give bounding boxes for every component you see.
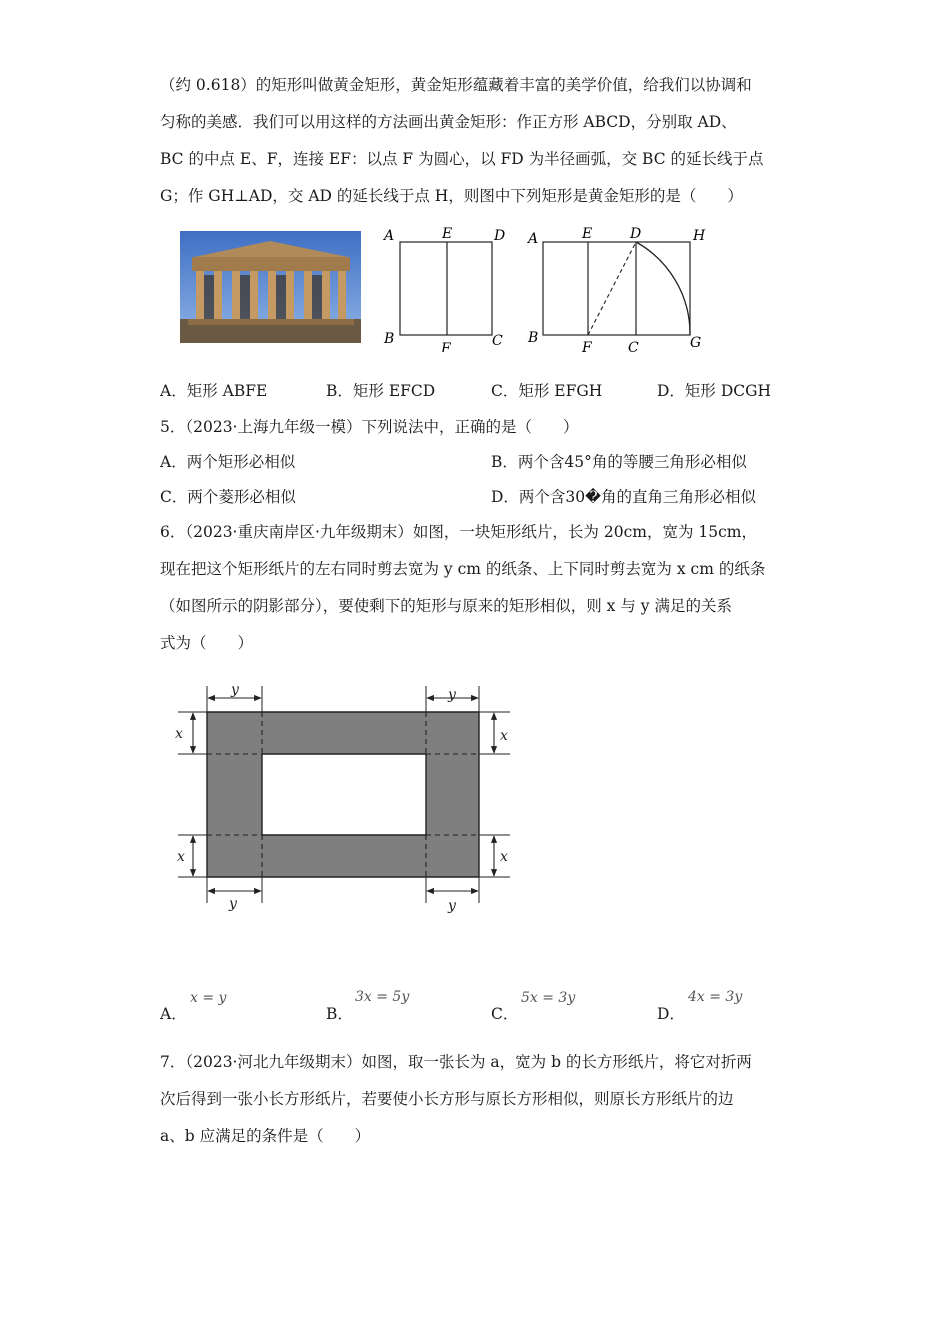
q5-option-a[interactable]: A．两个矩形必相似 <box>160 453 296 471</box>
golden-rectangle-figure <box>524 222 719 352</box>
label2-G: G <box>690 335 702 351</box>
label2-H: H <box>693 228 706 244</box>
dim-y-bottom-right: y <box>448 898 456 914</box>
parthenon-photo <box>180 231 361 343</box>
q6-option-c[interactable]: C． <box>491 1005 519 1023</box>
label2-F: F <box>582 340 592 352</box>
q6-option-d[interactable]: D． <box>657 1005 685 1023</box>
dim-y-bottom-left: y <box>229 896 237 912</box>
q6-option-a-equation: x = y <box>190 990 227 1006</box>
q6-option-b-equation: 3x = 5y <box>355 989 410 1005</box>
q7-line-1: 7．（2023·河北九年级期末）如图，取一张长为 a，宽为 b 的长方形纸片，将它对折两 <box>160 1053 752 1071</box>
dim-x-bottom-left: x <box>177 849 185 865</box>
label-D: D <box>494 228 506 244</box>
label-E: E <box>442 226 453 242</box>
q6-option-c-equation: 5x = 3y <box>521 990 576 1006</box>
label2-A: A <box>528 231 539 247</box>
q6-option-d-equation: 4x = 3y <box>688 989 743 1005</box>
q4-option-c[interactable]: C．矩形 EFGH <box>491 382 603 400</box>
q6-line-2: 现在把这个矩形纸片的左右同时剪去宽为 y cm 的纸条、上下同时剪去宽为 x cm 的纸条 <box>160 560 766 578</box>
label2-B: B <box>528 330 539 346</box>
q7-line-3: a、b 应满足的条件是（ ） <box>160 1127 371 1145</box>
q5-option-c[interactable]: C．两个菱形必相似 <box>160 488 296 506</box>
dim-x-top-left: x <box>175 726 183 742</box>
label2-C: C <box>628 340 639 352</box>
q6-line-3: （如图所示的阴影部分），要使剩下的矩形与原来的矩形相似，则 x 与 y 满足的关系 <box>160 597 732 615</box>
q4-option-b[interactable]: B．矩形 EFCD <box>326 382 436 400</box>
label-C: C <box>492 333 503 349</box>
cut-strips-figure <box>160 678 530 918</box>
q7-line-2: 次后得到一张小长方形纸片，若要使小长方形与原长方形相似，则原长方形纸片的边 <box>160 1090 734 1108</box>
q6-line-1: 6．（2023·重庆南岸区·九年级期末）如图，一块矩形纸片，长为 20cm，宽为 15cm， <box>160 523 757 541</box>
label-A: A <box>384 228 395 244</box>
q5-option-b[interactable]: B．两个含45°角的等腰三角形必相似 <box>491 453 747 471</box>
q6-option-a[interactable]: A． <box>160 1005 187 1023</box>
dim-x-bottom-right: x <box>500 849 508 865</box>
q5-stem: 5．（2023·上海九年级一模）下列说法中，正确的是（ ） <box>160 418 579 436</box>
q4-line-1: （约 0.618）的矩形叫做黄金矩形，黄金矩形蕴藏着丰富的美学价值，给我们以协调和 <box>160 76 752 94</box>
q4-line-4: G；作 GH⊥AD，交 AD 的延长线于点 H，则图中下列矩形是黄金矩形的是（ ） <box>160 187 743 205</box>
label2-E: E <box>582 226 593 242</box>
dim-x-top-right: x <box>500 728 508 744</box>
q6-line-4: 式为（ ） <box>160 634 254 652</box>
q4-line-3: BC 的中点 E、F，连接 EF：以点 F 为圆心，以 FD 为半径画弧，交 BC 的延长线于点 <box>160 150 764 168</box>
q4-line-2: 匀称的美感．我们可以用这样的方法画出黄金矩形：作正方形 ABCD，分别取 AD、 <box>160 113 737 131</box>
q4-option-d[interactable]: D．矩形 DCGH <box>657 382 772 400</box>
dim-y-top-left: y <box>231 682 239 698</box>
label-B: B <box>384 331 395 347</box>
dim-y-top-right: y <box>448 687 456 703</box>
q6-option-b[interactable]: B． <box>326 1005 353 1023</box>
label-F: F <box>441 341 451 352</box>
label2-D: D <box>630 226 642 242</box>
q5-option-d[interactable]: D．两个含30�角的直角三角形必相似 <box>491 488 757 506</box>
q4-option-a[interactable]: A．矩形 ABFE <box>160 382 268 400</box>
square-abcd-figure <box>380 222 515 352</box>
